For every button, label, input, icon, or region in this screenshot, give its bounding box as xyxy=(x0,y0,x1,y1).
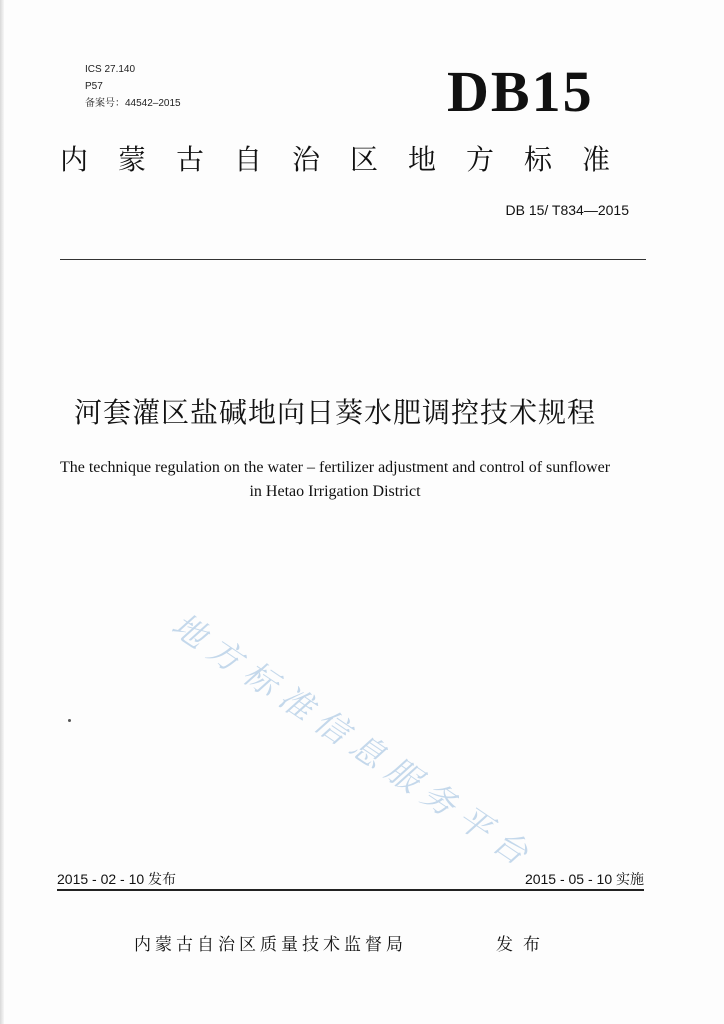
ics-code: ICS 27.140 xyxy=(85,64,136,75)
db-code-logo: DB15 xyxy=(447,59,594,124)
standard-number: DB 15/ T834—2015 xyxy=(505,202,629,218)
scan-speck xyxy=(68,719,71,722)
issuing-authority: 内蒙古自治区质量技术监督局 xyxy=(134,935,407,955)
filing-number: 备案号：44542–2015 xyxy=(85,98,181,109)
standard-type-heading: 内蒙古自治区地方标准 xyxy=(60,143,641,176)
document-title-english xyxy=(0,456,670,504)
issue-label: 发布 xyxy=(496,935,550,955)
effective-date: 2015 - 05 - 10 实施 xyxy=(524,871,644,887)
header-divider xyxy=(60,259,646,260)
english-title-line-1: The technique regulation on the water – fertilizer adjustment and control of sunflower xyxy=(59,459,611,476)
english-title-line-2: in Hetao Irrigation District xyxy=(249,483,421,500)
scan-edge-shadow xyxy=(0,0,4,1024)
ccs-code: P57 xyxy=(85,81,103,92)
classification-block xyxy=(85,61,181,112)
footer-divider xyxy=(57,889,644,891)
issue-date: 2015 - 02 - 10 发布 xyxy=(57,871,177,887)
watermark: 地方标准信息服务平台 xyxy=(164,604,544,878)
document-title-chinese: 河套灌区盐碱地向日葵水肥调控技术规程 xyxy=(73,396,596,429)
